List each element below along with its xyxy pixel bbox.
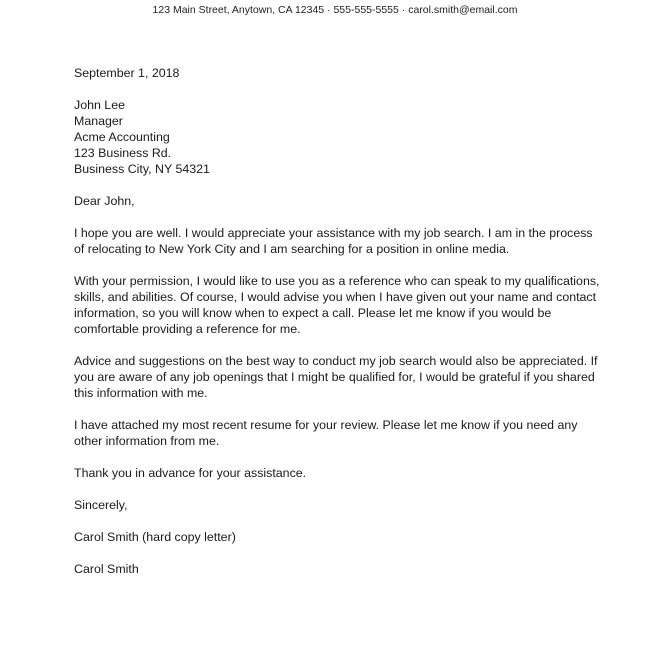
paragraph-line: I hope you are well. I would appreciate your assistance with my job search. I am in the process	[74, 226, 593, 240]
recipient-address	[74, 97, 604, 177]
recipient-name: John Lee	[74, 98, 125, 112]
paragraph-line: skills, and abilities. Of course, I would advise you when I have given out your name and contact	[74, 290, 597, 304]
letter-body	[74, 65, 604, 577]
paragraph-line: of relocating to New York City and I am searching for a position in online media.	[74, 242, 510, 256]
typed-name	[74, 561, 604, 577]
recipient-title: Manager	[74, 114, 123, 128]
paragraph-line: Thank you in advance for your assistance.	[74, 466, 307, 480]
recipient-company: Acme Accounting	[74, 130, 170, 144]
paragraph-3	[74, 353, 604, 401]
typed-name-line: Carol Smith	[74, 562, 139, 576]
paragraph-1	[74, 225, 604, 257]
paragraph-line: With your permission, I would like to use you as a reference who can speak to my qualifications,	[74, 274, 600, 288]
paragraph-line: this information with me.	[74, 386, 208, 400]
paragraph-line: comfortable providing a reference for me.	[74, 322, 301, 336]
letter-date	[74, 65, 604, 81]
paragraph-5	[74, 465, 604, 481]
paragraph-line: Advice and suggestions on the best way to conduct my job search would also be appreciated. If	[74, 354, 598, 368]
paragraph-line: information, so you will know when to expect a call. Please let me know if you would be	[74, 306, 552, 320]
paragraph-line: you are aware of any job openings that I might be qualified for, I would be grateful if you shared	[74, 370, 595, 384]
contact-header: 123 Main Street, Anytown, CA 12345 · 555-555-5555 · carol.smith@email.com	[152, 4, 518, 16]
date-line: September 1, 2018	[74, 66, 180, 80]
paragraph-line: I have attached my most recent resume for your review. Please let me know if you need any	[74, 418, 578, 432]
paragraph-line: other information from me.	[74, 434, 220, 448]
paragraph-2	[74, 273, 604, 337]
signature-note-line: Carol Smith (hard copy letter)	[74, 530, 236, 544]
salutation	[74, 193, 604, 209]
signature-note	[74, 529, 604, 545]
closing	[74, 497, 604, 513]
recipient-street: 123 Business Rd.	[74, 146, 172, 160]
recipient-city: Business City, NY 54321	[74, 162, 210, 176]
salutation-line: Dear John,	[74, 194, 135, 208]
closing-line: Sincerely,	[74, 498, 128, 512]
paragraph-4	[74, 417, 604, 449]
